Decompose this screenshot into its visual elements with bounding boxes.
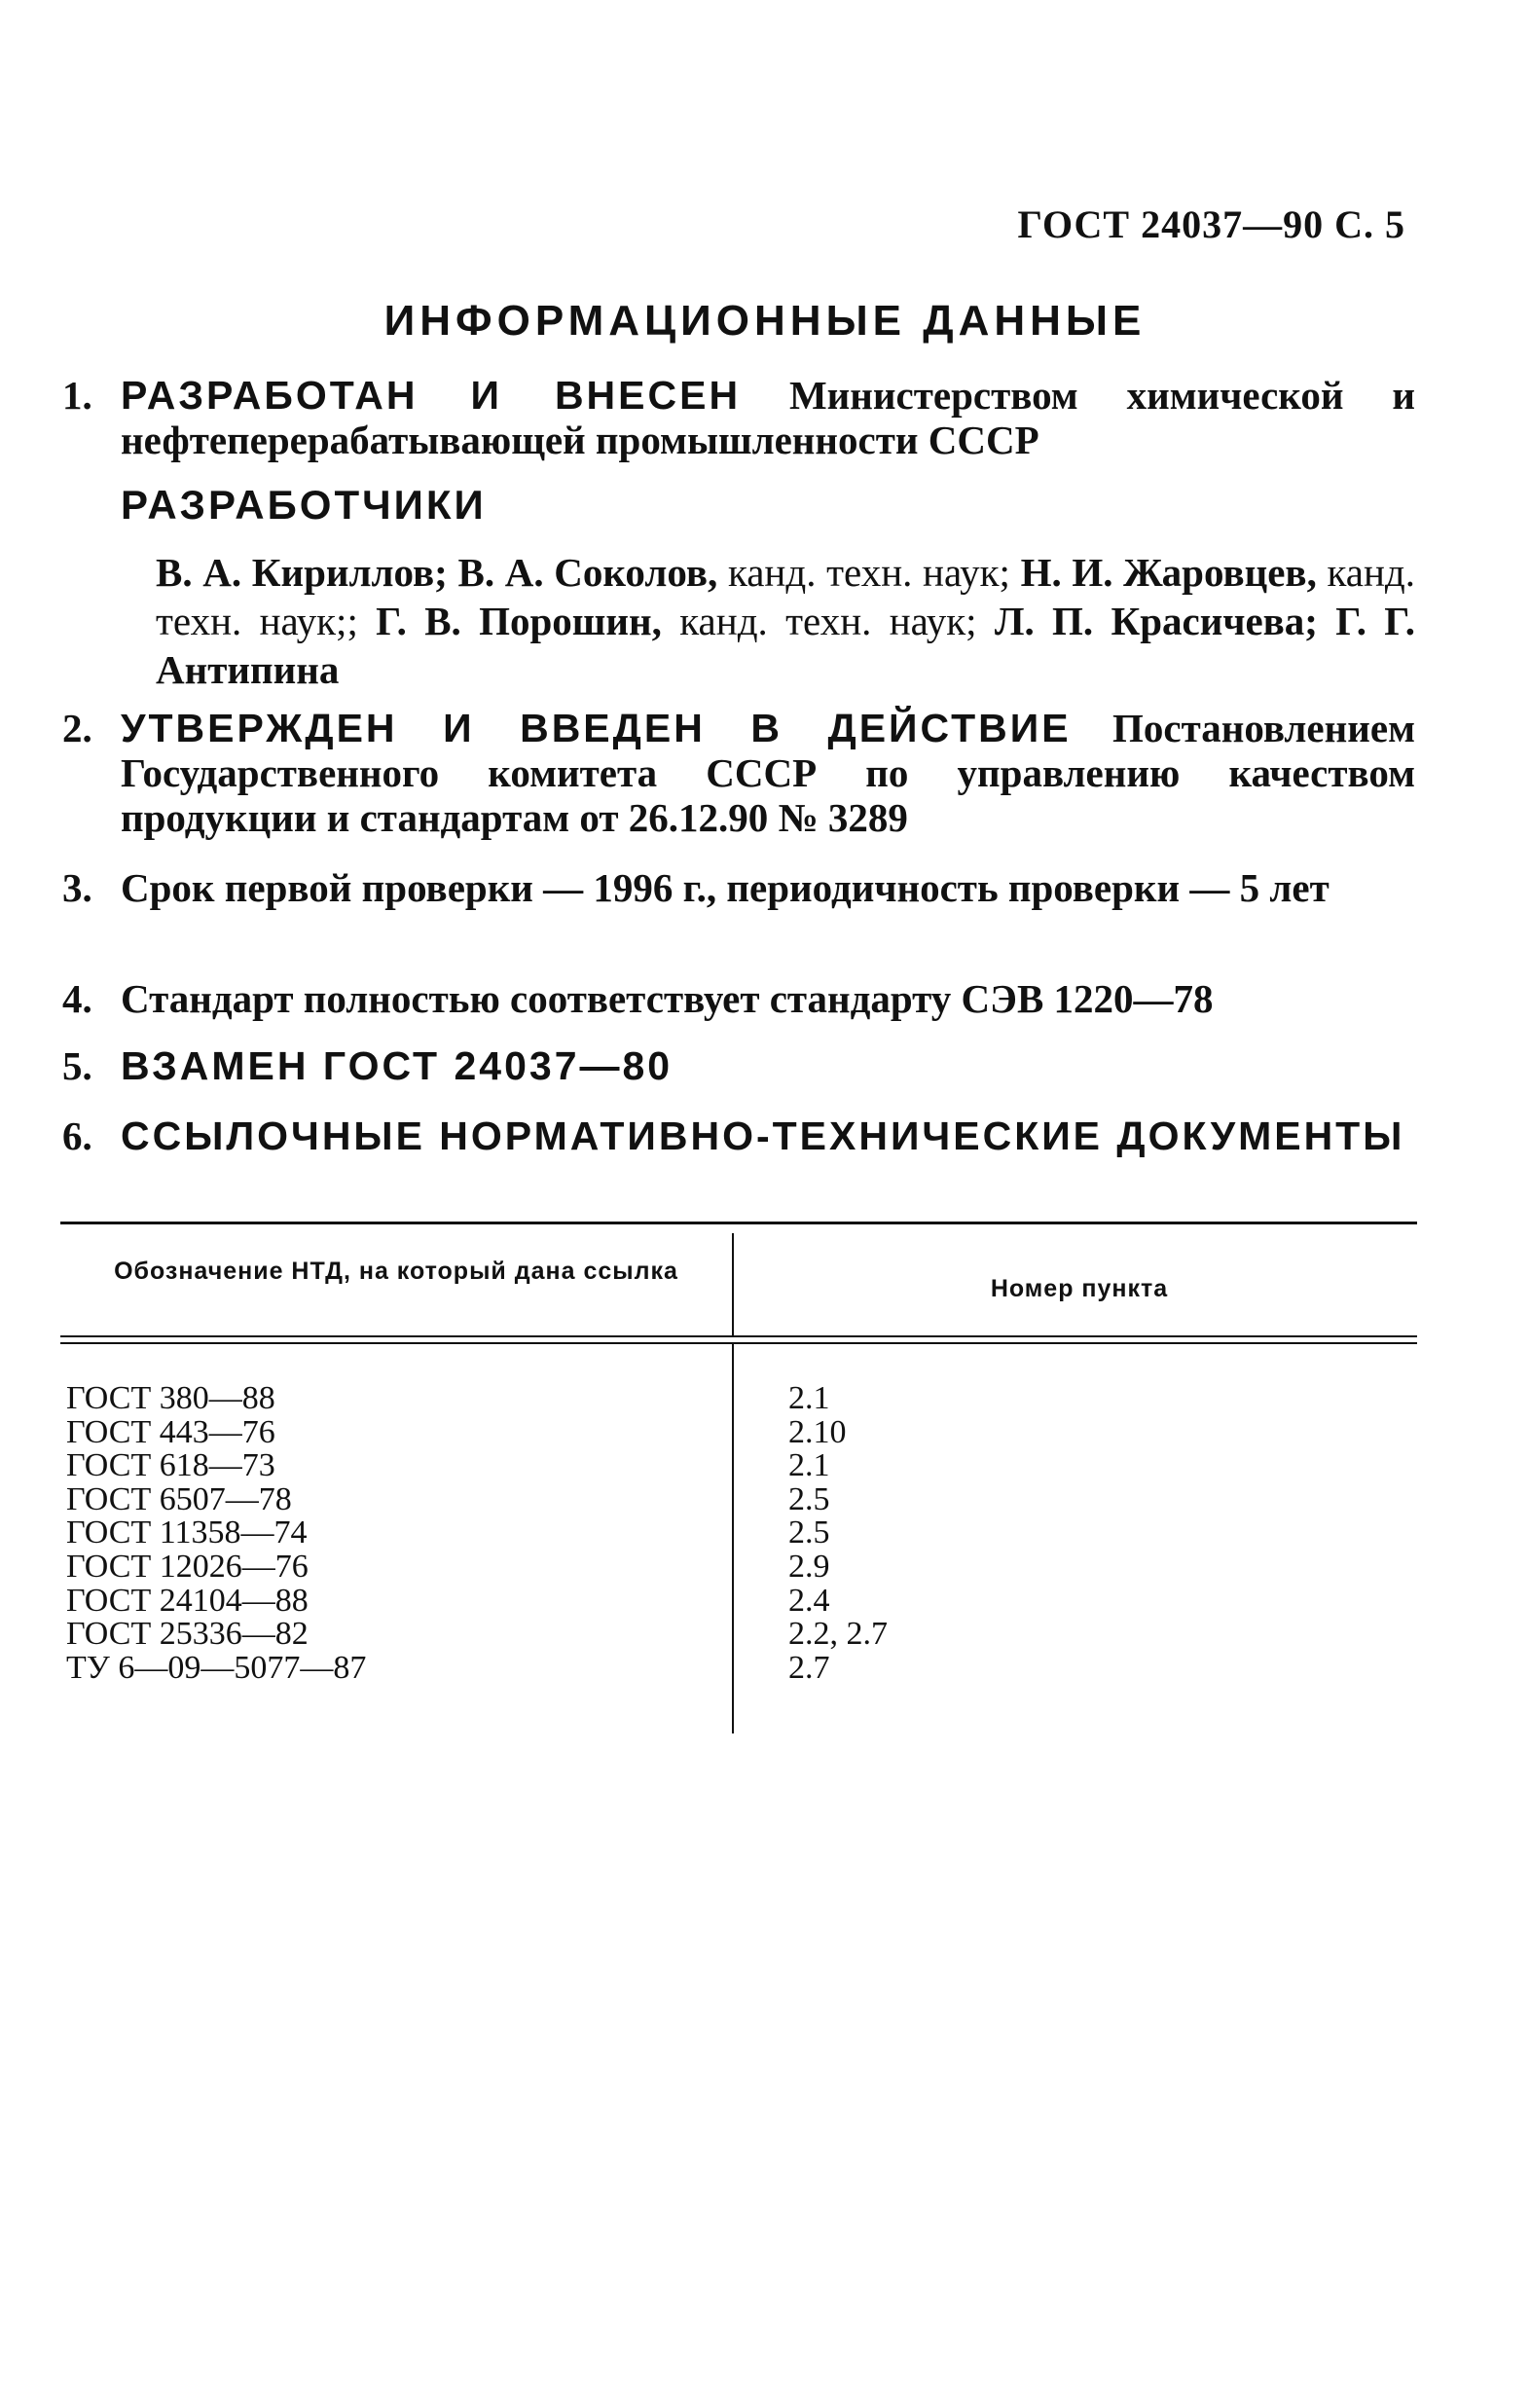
table-cell: 2.7 — [788, 1649, 830, 1686]
item-number: 2. — [62, 706, 92, 750]
table-cell: ГОСТ 443—76 — [66, 1413, 275, 1450]
developer-name: Г. В. Порошин, — [376, 599, 662, 643]
column-divider — [732, 1233, 734, 1335]
developer-name: Л. П. Красичева; — [994, 599, 1318, 643]
table-cell: 2.4 — [788, 1582, 830, 1619]
item-3 — [62, 865, 1415, 910]
developer-title: канд. техн. наук; — [679, 599, 977, 643]
item-text: Министерством химической и нефтеперерабатывающей промышленности СССР — [121, 373, 1416, 462]
table-top-rule — [60, 1222, 1417, 1224]
table-column-documents — [66, 1382, 366, 1685]
developer-name: Н. И. Жаровцев, — [1020, 550, 1317, 595]
item-number: 3. — [62, 865, 92, 910]
item-lead: РАЗРАБОТАН И ВНЕСЕН — [121, 373, 742, 418]
column-divider — [732, 1344, 734, 1733]
table-cell: ГОСТ 24104—88 — [66, 1582, 309, 1619]
column-header-document: Обозначение НТД, на который дана ссылка — [114, 1258, 678, 1285]
developers-heading: РАЗРАБОТЧИКИ — [121, 482, 487, 528]
item-4 — [62, 976, 1415, 1021]
table-cell: ТУ 6—09—5077—87 — [66, 1649, 367, 1686]
table-cell: 2.10 — [788, 1413, 847, 1450]
table-cell: ГОСТ 11358—74 — [66, 1514, 308, 1551]
item-lead: УТВЕРЖДЕН И ВВЕДЕН В ДЕЙСТВИЕ — [121, 706, 1072, 750]
table-header-rule — [60, 1342, 1417, 1344]
table-cell: 2.2, 2.7 — [788, 1616, 888, 1653]
item-number: 5. — [62, 1043, 92, 1088]
table-cell: ГОСТ 25336—82 — [66, 1616, 309, 1653]
column-header-clause: Номер пункта — [990, 1275, 1169, 1302]
table-cell: 2.1 — [788, 1447, 830, 1484]
item-number: 4. — [62, 976, 92, 1021]
developer-title: канд. техн. наук; — [727, 550, 1010, 595]
page-title: ИНФОРМАЦИОННЫЕ ДАННЫЕ — [383, 297, 1147, 345]
item-6 — [62, 1113, 1415, 1158]
item-text: Стандарт полностью соответствует стандарту СЭВ 1220—78 — [121, 976, 1214, 1021]
table-cell: 2.5 — [788, 1480, 830, 1517]
developer-title: канд. техн. наук;; — [156, 550, 1416, 643]
item-2 — [62, 706, 1415, 840]
table-cell: ГОСТ 12026—76 — [66, 1548, 309, 1585]
item-text: ССЫЛОЧНЫЕ НОРМАТИВНО-ТЕХНИЧЕСКИЕ ДОКУМЕНТЫ — [121, 1113, 1405, 1158]
item-text: Постановлением Государственного комитета СССР по управлению качеством продукции и стандартам от 26.12.90 № 3289 — [121, 706, 1416, 840]
page-header: ГОСТ 24037—90 С. 5 — [1017, 202, 1405, 246]
developer-name: В. А. Кириллов; — [156, 550, 448, 595]
developer-name: Г. Г. Антипина — [156, 599, 1416, 692]
item-text: Срок первой проверки — 1996 г., периодичность проверки — 5 лет — [121, 865, 1330, 910]
table-cell: 2.9 — [788, 1548, 830, 1585]
table-cell: ГОСТ 618—73 — [66, 1447, 275, 1484]
item-5 — [62, 1043, 1415, 1088]
table-column-clauses — [788, 1382, 888, 1685]
table-cell: 2.1 — [788, 1380, 830, 1416]
developer-name: В. А. Соколов, — [457, 550, 718, 595]
table-cell: 2.5 — [788, 1514, 830, 1551]
item-number: 6. — [62, 1113, 92, 1158]
table-cell: ГОСТ 380—88 — [66, 1380, 275, 1416]
item-number: 1. — [62, 373, 92, 418]
table-cell: ГОСТ 6507—78 — [66, 1480, 292, 1517]
item-text: ВЗАМЕН ГОСТ 24037—80 — [121, 1043, 674, 1088]
item-1 — [62, 373, 1415, 462]
table-header-rule — [60, 1335, 1417, 1337]
developers-list — [156, 548, 1415, 694]
